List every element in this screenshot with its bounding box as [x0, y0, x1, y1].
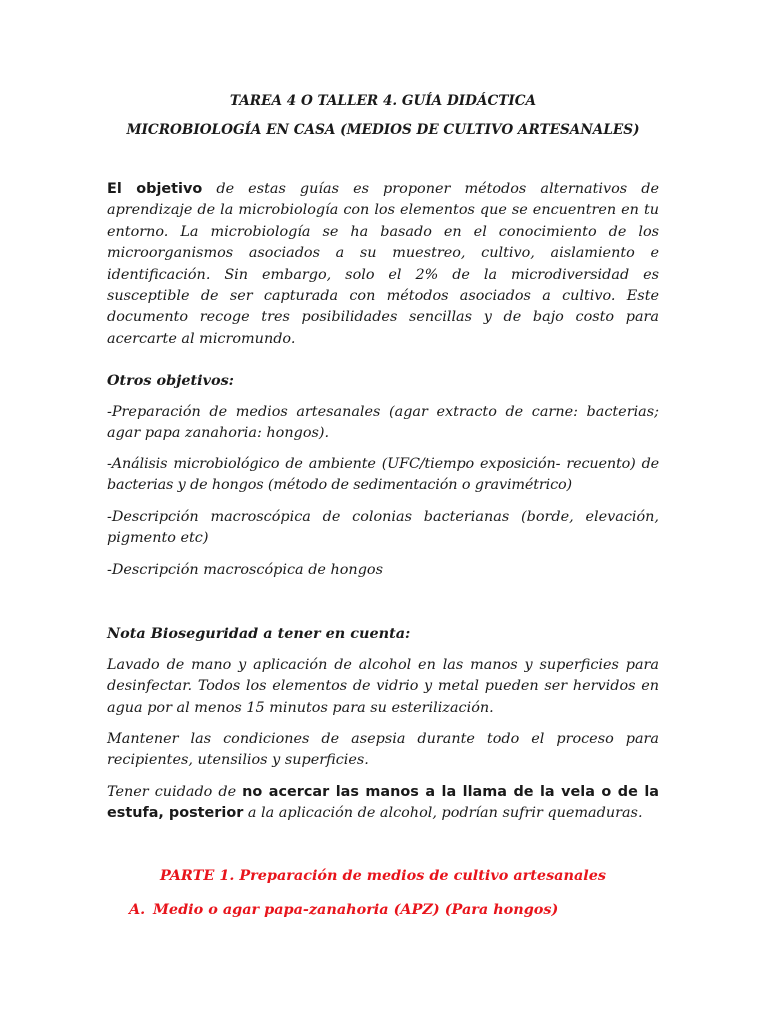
biosafety-paragraph: Mantener las condiciones de asepsia durante todo el proceso para recipientes, utensilios y superficies.	[107, 731, 659, 769]
objective-item: -Preparación de medios artesanales (agar extracto de carne: bacterias; agar papa zanahoria: hongos).	[107, 404, 659, 442]
biosafety-heading: Nota Bioseguridad a tener en cuenta:	[107, 625, 411, 642]
objective-text: de estas guías es proponer métodos alternativos de aprendizaje de la microbiología con los elementos que se encuentren en tu entorno. La microbiología se ha basado en el conocimiento de los microorganismos asociados a su muestreo, cultivo, aislamiento e identificación. Sin embargo, solo el 2% de la microdiversidad es susceptible de ser capturada con métodos asociados a cultivo. Este documento recoge tres posibilidades sencillas y de bajo costo para acercarte al micromundo.	[107, 181, 660, 347]
document-subtitle: MICROBIOLOGÍA EN CASA (MEDIOS DE CULTIVO ARTESANALES)	[126, 122, 640, 138]
biosafety-warning	[107, 782, 659, 825]
objective-item: -Descripción macroscópica de colonias bacterianas (borde, elevación, pigmento etc)	[107, 509, 659, 547]
warning-emphasis: no acercar las manos a la llama de la vela o de la estufa, posterior	[107, 784, 659, 822]
biosafety-paragraph: Lavado de mano y aplicación de alcohol en las manos y superficies para desinfectar. Todos los elementos de vidrio y metal pueden ser hervidos en agua por al menos 15 minutos para su esterilización.	[107, 657, 659, 716]
warning-text-start: Tener cuidado de	[107, 784, 243, 800]
part-1-heading: PARTE 1. Preparación de medios de cultivo artesanales	[159, 867, 607, 884]
document-title: TAREA 4 O TALLER 4. GUÍA DIDÁCTICA	[229, 93, 537, 109]
objective-lead: El objetivo	[107, 181, 203, 197]
list-marker: A.	[129, 901, 146, 918]
subheading-text: Medio o agar papa-zanahoria (APZ) (Para hongos)	[153, 901, 559, 918]
warning-text-end: a la aplicación de alcohol, podrían sufrir quemaduras.	[243, 805, 643, 822]
other-objectives-heading: Otros objetivos:	[107, 372, 234, 389]
objective-paragraph	[107, 179, 659, 350]
part-1-subheading	[129, 900, 558, 920]
objective-item: -Análisis microbiológico de ambiente (UFC/tiempo exposición- recuento) de bacterias y de hongos (método de sedimentación o gravimétrico)	[107, 456, 659, 494]
objective-item: -Descripción macroscópica de hongos	[107, 562, 383, 578]
